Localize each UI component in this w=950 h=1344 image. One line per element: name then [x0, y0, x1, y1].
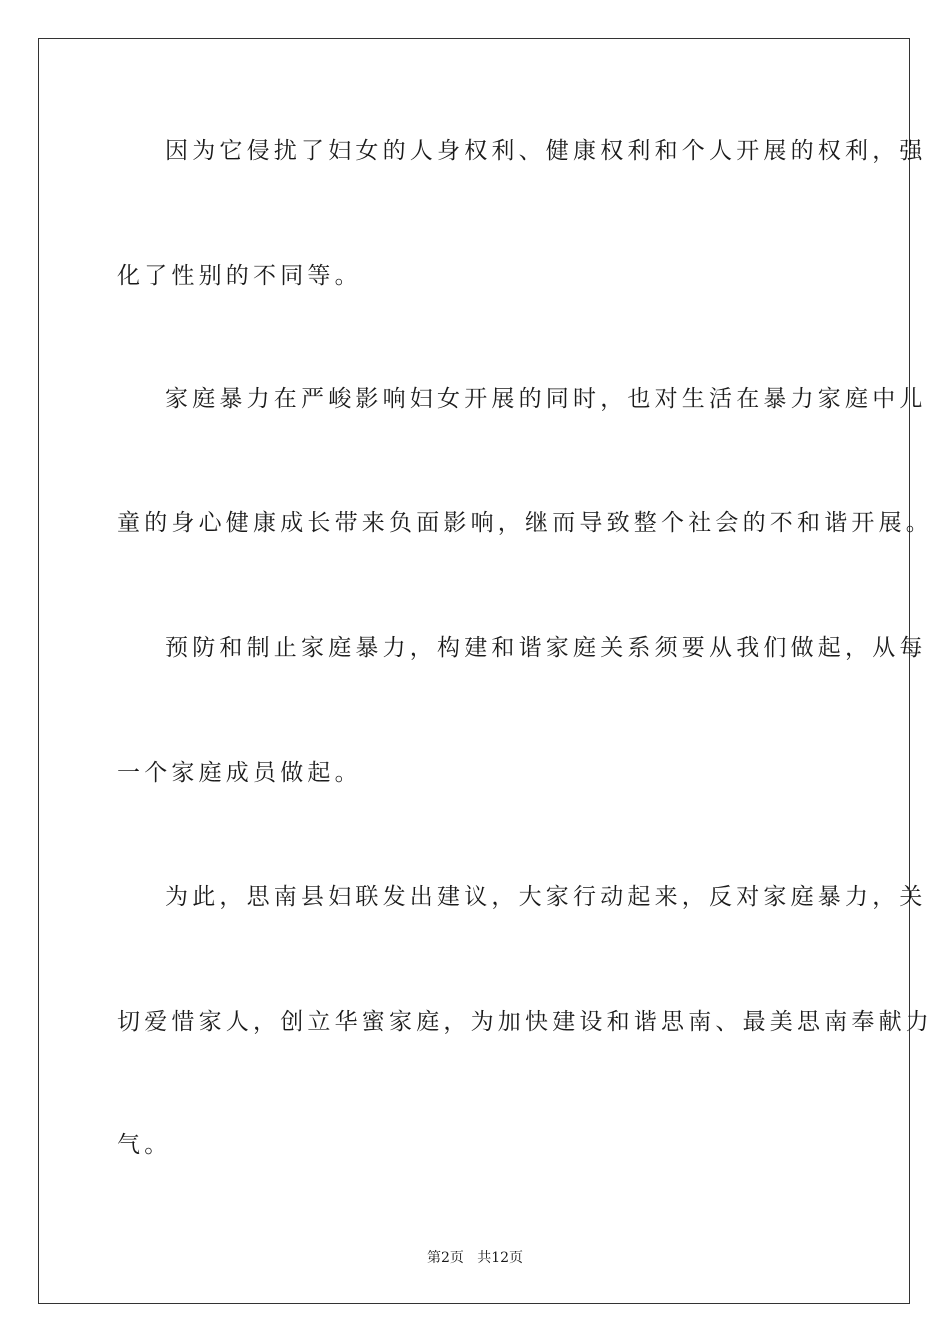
- paragraph-line: 化了性别的不同等。: [117, 263, 362, 289]
- paragraph-line: 预防和制止家庭暴力，构建和谐家庭关系须要从我们做起，从每: [165, 635, 927, 661]
- paragraph-line: 童的身心健康成长带来负面影响，继而导致整个社会的不和谐开展。: [117, 510, 933, 536]
- paragraph-line: 一个家庭成员做起。: [117, 760, 362, 786]
- paragraph-line: 气。: [117, 1132, 172, 1158]
- paragraph-line: 因为它侵扰了妇女的人身权利、健康权利和个人开展的权利，强: [165, 138, 927, 164]
- page-number-footer: 第2页 共12页: [426, 1250, 524, 1266]
- paragraph-line: 家庭暴力在严峻影响妇女开展的同时，也对生活在暴力家庭中儿: [165, 386, 927, 412]
- paragraph-line: 为此，思南县妇联发出建议，大家行动起来，反对家庭暴力，关: [165, 884, 927, 910]
- page-border: [38, 38, 933, 1304]
- paragraph-line: 切爱惜家人，创立华蜜家庭，为加快建设和谐思南、最美思南奉献力: [117, 1009, 933, 1035]
